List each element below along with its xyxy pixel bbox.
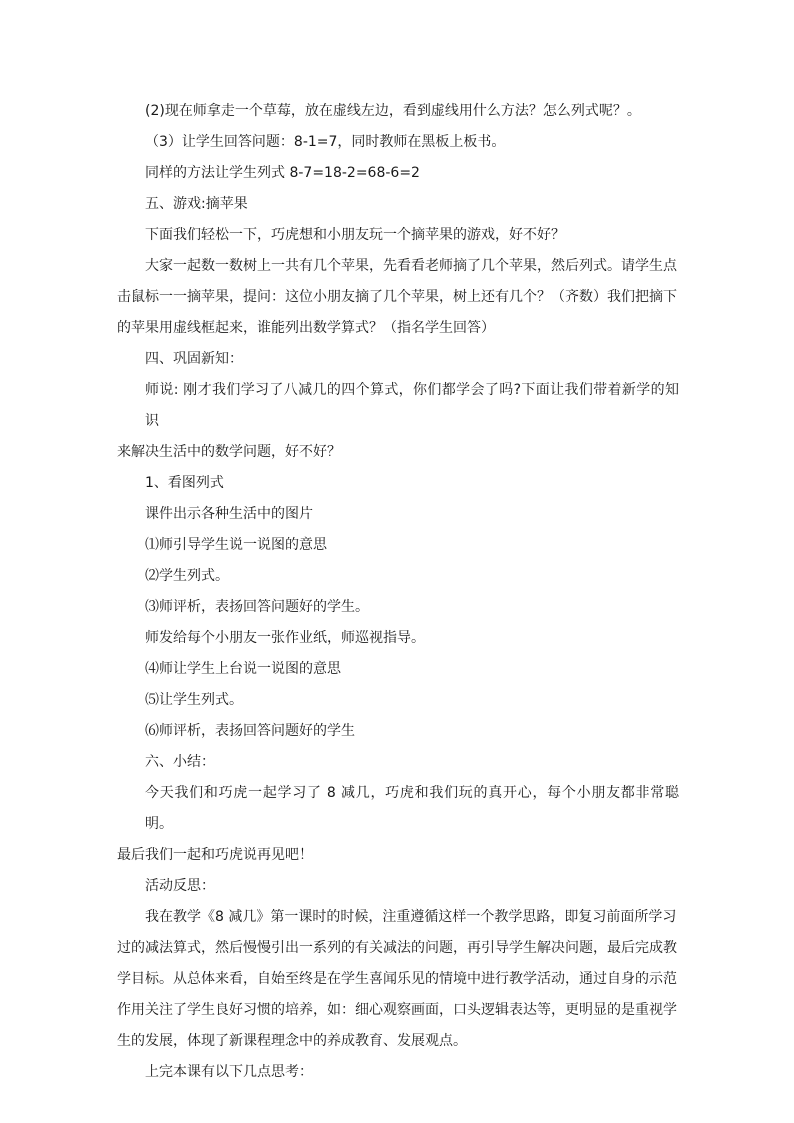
game-intro-line: 下面我们轻松一下，巧虎想和小朋友玩一个摘苹果的游戏，好不好？ [145, 227, 565, 243]
list-item: 师发给每个小朋友一张作业纸，师巡视指导。 [145, 630, 425, 646]
reflection-heading: 活动反思： [145, 878, 215, 894]
step-2-strawberry-line: (2)现在师拿走一个草莓，放在虚线左边，看到虚线用什么方法？怎么列式呢？。 [145, 103, 641, 119]
list-item: 1、看图列式 [145, 475, 224, 491]
paragraph-line: 最后我们一起和巧虎说再见吧！ [117, 847, 313, 863]
paragraph-line: 来解决生活中的数学问题，好不好？ [117, 444, 341, 460]
list-item: ⑵学生列式。 [145, 568, 229, 584]
paragraph-line: 过的减法算式，然后慢慢引出一系列的有关减法的问题，再引导学生解决问题，最后完成教 [117, 940, 677, 956]
paragraph-line: 今天我们和巧虎一起学习了 8 减几，巧虎和我们玩的真开心，每个小朋友都非常聪明。 [145, 785, 679, 832]
paragraph-line: 师说: 刚才我们学习了八减几的四个算式，你们都学会了吗?下面让我们带着新学的知识 [145, 382, 679, 429]
apple-game-paragraph [117, 251, 679, 344]
section-consolidate-heading: 四、巩固新知： [145, 351, 243, 367]
closing-line: 上完本课有以下几点思考： [145, 1064, 313, 1080]
section-summary-heading: 六、小结： [145, 754, 215, 770]
section-game-heading: 五、游戏:摘苹果 [145, 196, 248, 212]
same-method-line: 同样的方法让学生列式 8-7=18-2=68-6=2 [145, 165, 420, 181]
paragraph-line: 我在教学《8 减几》第一课时的时候，注重遵循这样一个教学思路，即复习前面所学习 [145, 909, 677, 925]
list-item: ⑴师引导学生说一说图的意思 [145, 537, 327, 553]
list-item: ⑸让学生列式。 [145, 692, 243, 708]
list-item: ⑹师评析，表扬回答问题好的学生 [145, 723, 355, 739]
paragraph-line: 学目标。从总体来看，自始至终是在学生喜闻乐见的情境中进行教学活动，通过自身的示范 [117, 971, 677, 987]
paragraph-line: 的苹果用虚线框起来，谁能列出数学算式？（指名学生回答） [117, 320, 495, 336]
paragraph-line: 大家一起数一数树上一共有几个苹果，先看看老师摘了几个苹果，然后列式。请学生点 [145, 258, 677, 274]
list-item: ⑶师评析，表扬回答问题好的学生。 [145, 599, 369, 615]
reflection-paragraph [117, 902, 679, 1057]
paragraph-line: 作用关注了学生良好习惯的培养，如：细心观察画面，口头逻辑表达等，更明显的是重视学 [117, 1002, 677, 1018]
document-page [117, 96, 679, 1088]
paragraph-line: 击鼠标一一摘苹果，提问：这位小朋友摘了几个苹果，树上还有几个？（齐数）我们把摘下 [117, 289, 677, 305]
paragraph-line: 生的发展，体现了新课程理念中的养成教育、发展观点。 [117, 1033, 467, 1049]
step-3-answer-line: （3）让学生回答问题：8-1=7，同时教师在黑板上板书。 [145, 134, 506, 150]
list-item: 课件出示各种生活中的图片 [145, 506, 313, 522]
summary-paragraph [117, 778, 679, 871]
teacher-says-paragraph [117, 375, 679, 468]
list-item: ⑷师让学生上台说一说图的意思 [145, 661, 341, 677]
